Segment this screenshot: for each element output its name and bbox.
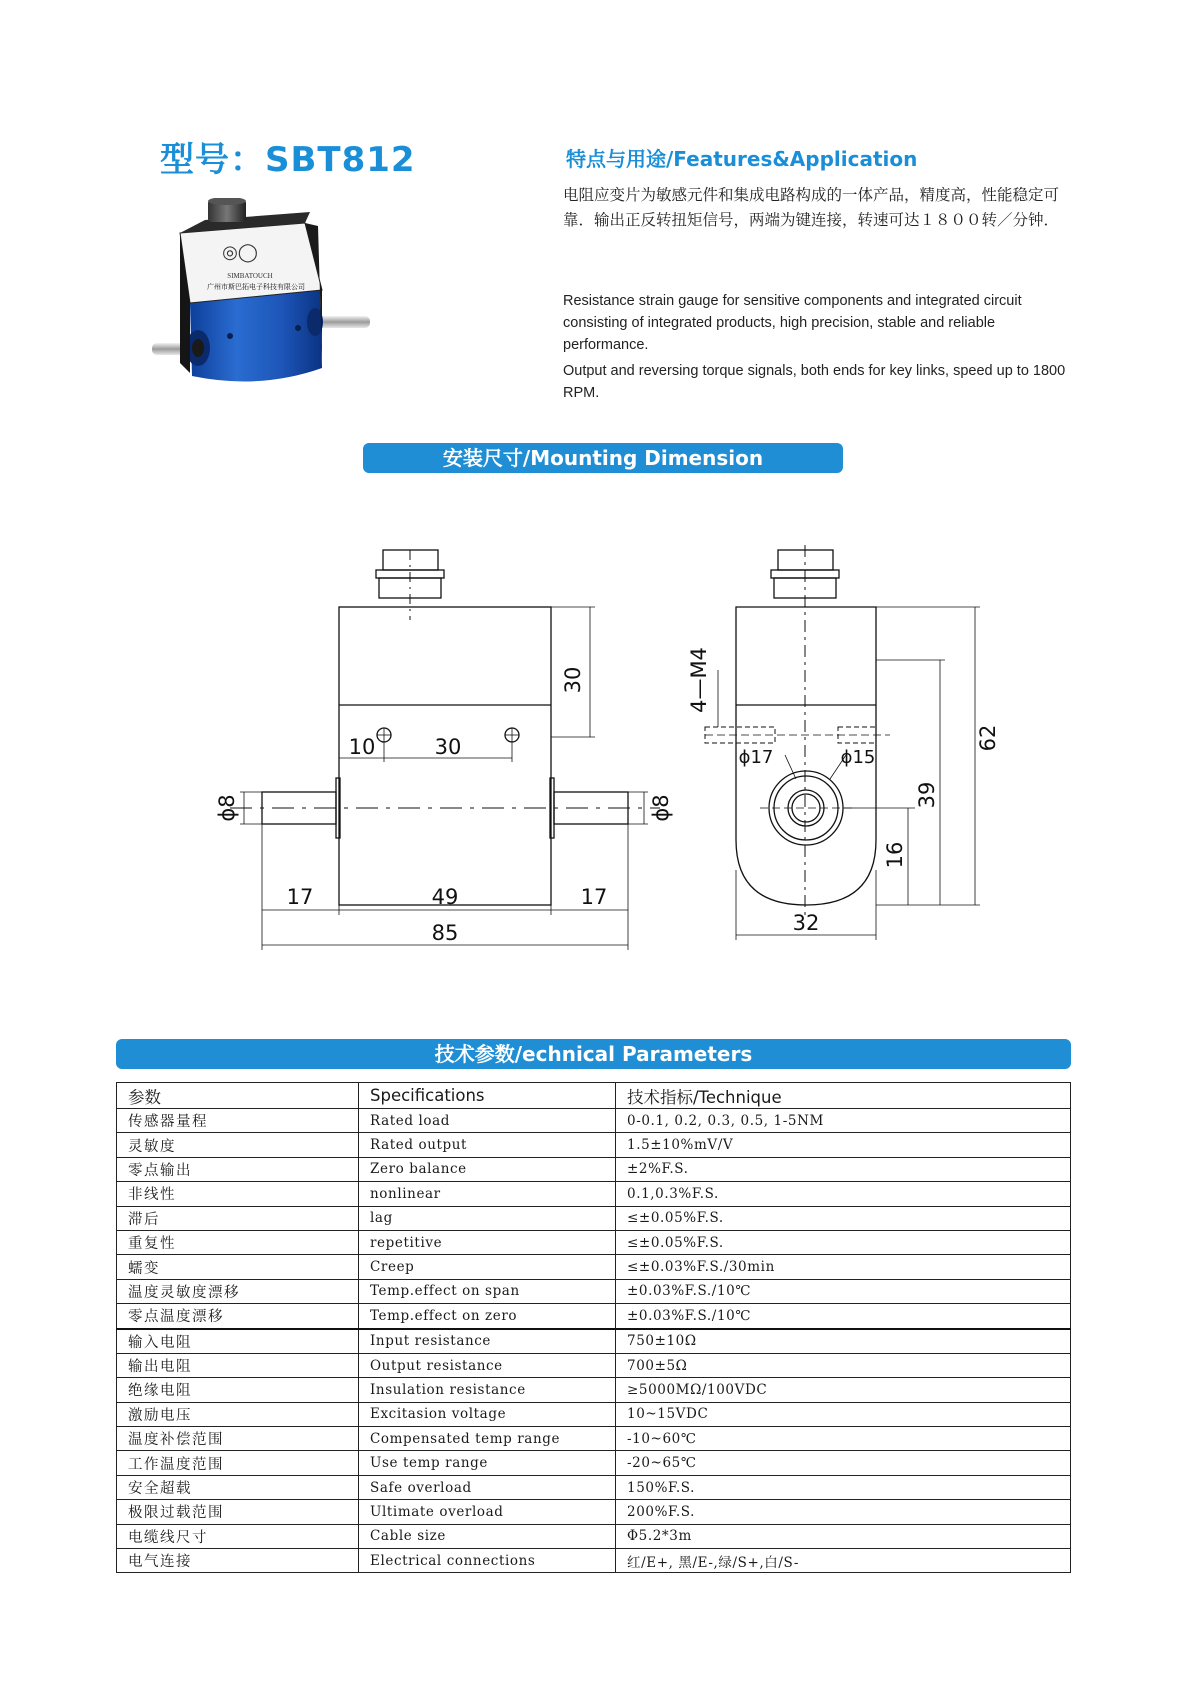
technique-value-cell: ±2%F.S. <box>616 1157 1071 1181</box>
features-en-paragraph-1: Resistance strain gauge for sensitive components and integrated circuit consisting of integrated products, high precision, stable and reliable performance. <box>563 293 1022 353</box>
dim-phi17: ϕ17 <box>738 747 774 768</box>
table-row <box>117 1524 1071 1548</box>
product-photo <box>150 198 375 393</box>
technique-value-cell: 700±5Ω <box>616 1353 1071 1377</box>
param-name-cell: 滞后 <box>117 1206 359 1230</box>
specification-cell: Rated output <box>359 1133 616 1157</box>
specification-cell: Rated load <box>359 1109 616 1133</box>
specification-cell: Safe overload <box>359 1475 616 1499</box>
table-row <box>117 1230 1071 1254</box>
table-row <box>117 1255 1071 1279</box>
param-name-cell: 传感器量程 <box>117 1109 359 1133</box>
specification-cell: nonlinear <box>359 1182 616 1206</box>
table-row <box>117 1279 1071 1303</box>
side-outer-bore <box>769 771 843 845</box>
features-en-paragraph-2: Output and reversing torque signals, both ends for key links, speed up to 1800 RPM. <box>563 363 1066 401</box>
table-row <box>117 1353 1071 1377</box>
specification-cell: Temp.effect on zero <box>359 1304 616 1329</box>
param-name-cell: 电缆线尺寸 <box>117 1524 359 1548</box>
mounting-drawing <box>200 530 1020 960</box>
technique-value-cell: ±0.03%F.S./10℃ <box>616 1304 1071 1329</box>
dim-phi8-right: ϕ8 <box>649 794 673 822</box>
specification-cell: Ultimate overload <box>359 1500 616 1524</box>
table-row <box>117 1329 1071 1354</box>
specification-cell: Creep <box>359 1255 616 1279</box>
technique-value-cell: 10~15VDC <box>616 1402 1071 1426</box>
specification-cell: Insulation resistance <box>359 1378 616 1402</box>
company-text: 广州市斯巴拓电子科技有限公司 <box>207 283 305 291</box>
table-row <box>117 1157 1071 1181</box>
side-view <box>705 545 980 940</box>
sensor-label-face <box>180 223 322 303</box>
technique-value-cell: 150%F.S. <box>616 1475 1071 1499</box>
dim-17-right: 17 <box>580 885 608 909</box>
header-specifications: Specifications <box>359 1083 616 1109</box>
technique-value-cell: 1.5±10%mV/V <box>616 1133 1071 1157</box>
specification-cell: Cable size <box>359 1524 616 1548</box>
specification-cell: Excitasion voltage <box>359 1402 616 1426</box>
specification-cell: repetitive <box>359 1230 616 1254</box>
dim-4-m4: 4—M4 <box>687 647 711 713</box>
dim-85: 85 <box>431 921 459 945</box>
dim-32: 32 <box>792 911 820 935</box>
table-header-row <box>117 1083 1071 1109</box>
param-name-cell: 蠕变 <box>117 1255 359 1279</box>
param-name-cell: 激励电压 <box>117 1402 359 1426</box>
dim-16: 16 <box>883 841 907 869</box>
specification-cell: Zero balance <box>359 1157 616 1181</box>
logo-text: SIMBATOUCH <box>227 272 273 280</box>
param-name-cell: 零点温度漂移 <box>117 1304 359 1329</box>
table-row <box>117 1475 1071 1499</box>
specification-cell: Compensated temp range <box>359 1427 616 1451</box>
table-row <box>117 1451 1071 1475</box>
technique-value-cell: 200%F.S. <box>616 1500 1071 1524</box>
param-name-cell: 工作温度范围 <box>117 1451 359 1475</box>
technique-value-cell: -20~65℃ <box>616 1451 1071 1475</box>
param-name-cell: 零点输出 <box>117 1157 359 1181</box>
dim-62: 62 <box>976 724 1000 752</box>
param-name-cell: 电气连接 <box>117 1549 359 1573</box>
technique-value-cell: ≤±0.05%F.S. <box>616 1206 1071 1230</box>
header-param: 参数 <box>117 1083 359 1109</box>
specification-cell: Output resistance <box>359 1353 616 1377</box>
dim-phi15: ϕ15 <box>840 747 876 768</box>
param-name-cell: 安全超载 <box>117 1475 359 1499</box>
features-title: 特点与用途/Features&Application <box>566 147 918 171</box>
table-row <box>117 1133 1071 1157</box>
technique-value-cell: 红/E+, 黑/E-,绿/S+,白/S- <box>616 1549 1071 1573</box>
param-name-cell: 重复性 <box>117 1230 359 1254</box>
param-name-cell: 输出电阻 <box>117 1353 359 1377</box>
technique-value-cell: ≥5000MΩ/100VDC <box>616 1378 1071 1402</box>
technical-parameters-banner: 技术参数/echnical Parameters <box>116 1039 1071 1069</box>
header-technique: 技术指标/Technique <box>616 1083 1071 1109</box>
table-row <box>117 1304 1071 1329</box>
technique-value-cell: Φ5.2*3m <box>616 1524 1071 1548</box>
table-row <box>117 1549 1071 1573</box>
param-name-cell: 灵敏度 <box>117 1133 359 1157</box>
table-row <box>117 1378 1071 1402</box>
param-name-cell: 绝缘电阻 <box>117 1378 359 1402</box>
dim-17-left: 17 <box>286 885 314 909</box>
technique-value-cell: -10~60℃ <box>616 1427 1071 1451</box>
features-cn-text: 电阻应变片为敏感元件和集成电路构成的一体产品，精度高，性能稳定可靠．输出正反转扭矩信号，两端为键连接，转速可达１８００转／分钟． <box>563 186 1060 229</box>
technique-value-cell: 0.1,0.3%F.S. <box>616 1182 1071 1206</box>
table-row <box>117 1500 1071 1524</box>
dim-30-holes: 30 <box>434 735 462 759</box>
technique-value-cell: ≤±0.05%F.S. <box>616 1230 1071 1254</box>
technique-value-cell: 0-0.1, 0.2, 0.3, 0.5, 1-5NM <box>616 1109 1071 1133</box>
param-name-cell: 温度灵敏度漂移 <box>117 1279 359 1303</box>
param-name-cell: 极限过载范围 <box>117 1500 359 1524</box>
param-name-cell: 温度补偿范围 <box>117 1427 359 1451</box>
specification-cell: Temp.effect on span <box>359 1279 616 1303</box>
mounting-banner: 安装尺寸/Mounting Dimension <box>363 443 843 473</box>
specification-cell: Use temp range <box>359 1451 616 1475</box>
technique-value-cell: ±0.03%F.S./10℃ <box>616 1279 1071 1303</box>
dim-30-vertical: 30 <box>561 666 585 694</box>
table-row <box>117 1109 1071 1133</box>
table-row <box>117 1427 1071 1451</box>
dim-49: 49 <box>431 885 459 909</box>
table-row <box>117 1206 1071 1230</box>
specification-cell: lag <box>359 1206 616 1230</box>
technique-value-cell: ≤±0.03%F.S./30min <box>616 1255 1071 1279</box>
param-name-cell: 非线性 <box>117 1182 359 1206</box>
table-row <box>117 1402 1071 1426</box>
logo-mark: ◎◯ <box>222 242 258 262</box>
dim-39: 39 <box>915 781 939 809</box>
specification-cell: Electrical connections <box>359 1549 616 1573</box>
specification-cell: Input resistance <box>359 1329 616 1354</box>
dim-phi8-left: ϕ8 <box>215 794 239 822</box>
dim-10: 10 <box>348 735 376 759</box>
table-row <box>117 1182 1071 1206</box>
model-title: 型号：SBT812 <box>160 140 416 180</box>
param-name-cell: 输入电阻 <box>117 1329 359 1354</box>
parameters-table <box>116 1082 1071 1573</box>
sensor-body-blue <box>190 290 322 381</box>
technique-value-cell: 750±10Ω <box>616 1329 1071 1354</box>
